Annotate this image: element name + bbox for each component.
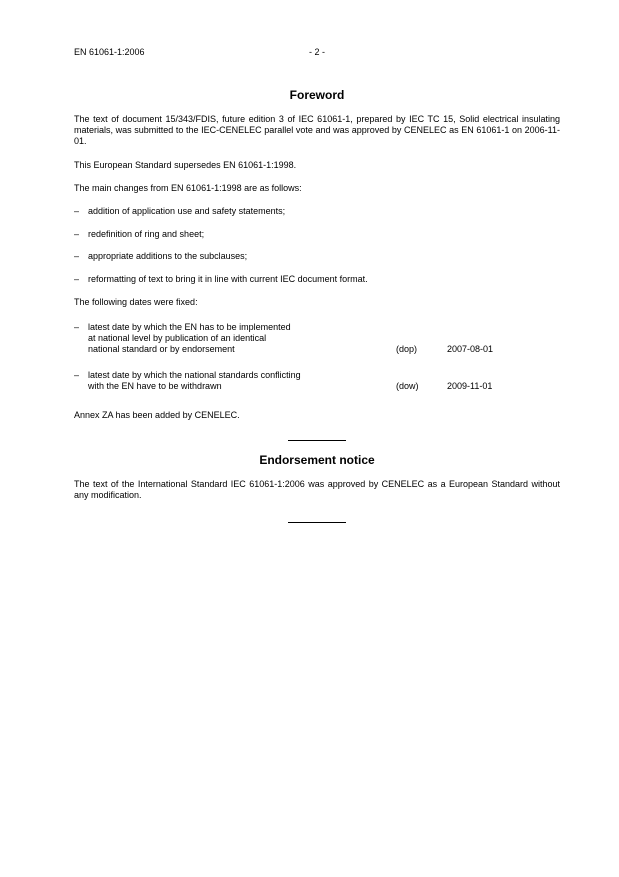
change-text: addition of application use and safety statements; (88, 206, 286, 216)
date-description-line: with the EN have to be withdrawn (88, 381, 222, 391)
date-description-line: latest date by which the national standards conflicting (88, 370, 301, 380)
section-divider (288, 440, 346, 441)
date-code: (dow) (396, 381, 419, 391)
date-description-line: national standard or by endorsement (88, 344, 235, 354)
main-changes-intro: The main changes from EN 61061-1:1998 are as follows: (74, 183, 302, 193)
date-description (88, 370, 301, 392)
list-dash: – (74, 206, 80, 216)
change-text: appropriate additions to the subclauses; (88, 251, 248, 261)
supersedes-paragraph: This European Standard supersedes EN 61061-1:1998. (74, 160, 297, 170)
section-divider (288, 522, 346, 523)
date-description-line: at national level by publication of an identical (88, 333, 267, 343)
date-code: (dop) (396, 344, 418, 354)
date-value: 2009-11-01 (447, 381, 493, 391)
endorsement-paragraph: The text of the International Standard IEC 61061-1:2006 was approved by CENELEC as a European Standard without any modification. (74, 479, 560, 500)
document-id: EN 61061-1:2006 (74, 47, 145, 57)
annex-note: Annex ZA has been added by CENELEC. (74, 410, 240, 420)
date-description (88, 322, 291, 355)
endorsement-title: Endorsement notice (259, 453, 375, 467)
change-text: redefinition of ring and sheet; (88, 229, 205, 239)
list-dash: – (74, 251, 80, 261)
date-description-line: latest date by which the EN has to be implemented (88, 322, 291, 332)
list-dash: – (74, 322, 80, 332)
dates-intro: The following dates were fixed: (74, 297, 198, 307)
date-value: 2007-08-01 (447, 344, 494, 354)
list-dash: – (74, 274, 80, 284)
foreword-title: Foreword (289, 88, 345, 102)
list-dash: – (74, 229, 80, 239)
list-dash: – (74, 370, 80, 380)
change-text: reformatting of text to bring it in line with current IEC document format. (88, 274, 368, 284)
page-number: - 2 - (309, 47, 326, 57)
foreword-paragraph: The text of document 15/343/FDIS, future edition 3 of IEC 61061-1, prepared by IEC TC 15, Solid electrical insulating materials, was submitted to the IEC-CENELEC parallel vote and was approved by CENELEC as EN 61061-1 on 2006-11-01. (74, 114, 560, 146)
